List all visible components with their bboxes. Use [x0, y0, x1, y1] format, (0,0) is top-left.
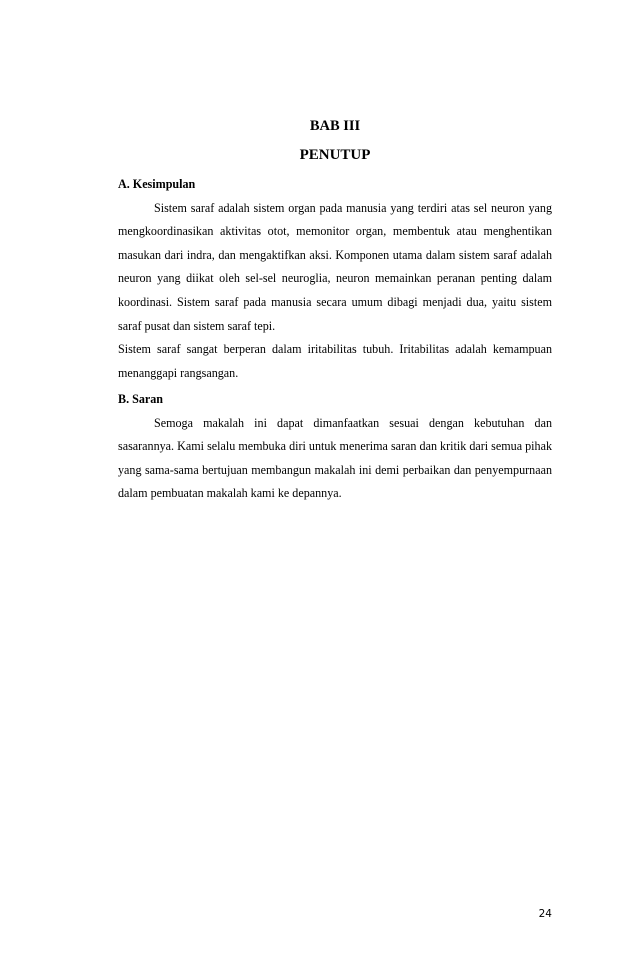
kesimpulan-paragraph-1: Sistem saraf adalah sistem organ pada manusia yang terdiri atas sel neuron yang mengkoordinasikan aktivitas otot, memonitor organ, membentuk atau menghentikan masukan dari indra, dan mengaktifkan aksi. Komponen utama dalam sistem saraf adalah neuron yang diikat oleh sel-sel neuroglia, neuron memainkan peranan penting dalam koordinasi. Sistem saraf pada manusia secara umum dibagi menjadi dua, yaitu sistem saraf pusat dan sistem saraf tepi.	[118, 200, 552, 333]
page-number: 24	[538, 908, 552, 920]
kesimpulan-paragraph-2: Sistem saraf sangat berperan dalam iritabilitas tubuh. Iritabilitas adalah kemampuan menanggapi rangsangan.	[118, 342, 552, 380]
section-kesimpulan	[118, 173, 552, 385]
section-title-kesimpulan: A. Kesimpulan	[118, 177, 196, 191]
section-title-saran: B. Saran	[118, 392, 164, 406]
chapter-title: PENUTUP	[299, 147, 371, 163]
section-saran	[118, 388, 552, 506]
saran-paragraph-1: Semoga makalah ini dapat dimanfaatkan sesuai dengan kebutuhan dan sasarannya. Kami selalu membuka diri untuk menerima saran dan kritik dari semua pihak yang sama-sama bertujuan membangun makalah ini demi perbaikan dan penyempurnaan dalam pembuatan makalah kami ke depannya.	[118, 415, 552, 501]
chapter-number: BAB III	[309, 118, 361, 134]
